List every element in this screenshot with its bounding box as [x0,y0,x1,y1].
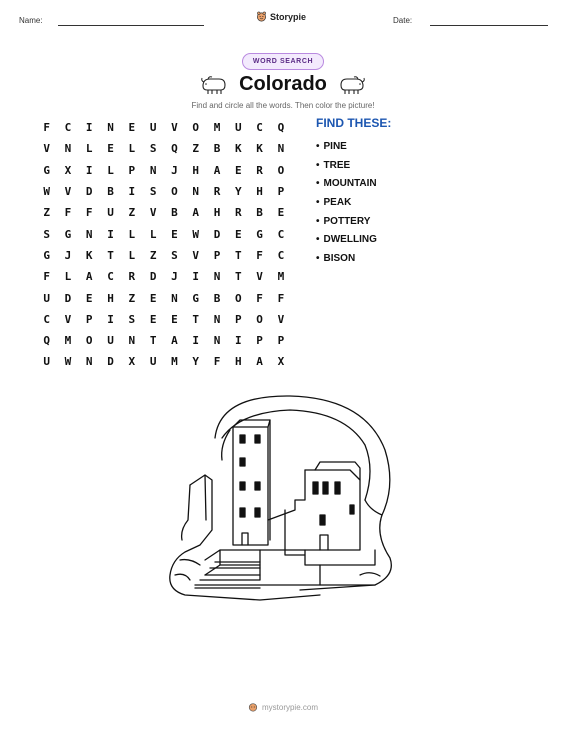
bison-right-icon [338,74,366,96]
header-row [0,8,566,32]
grid-cell[interactable]: K [235,142,242,156]
grid-cell[interactable]: M [213,121,221,135]
grid-cell[interactable]: Y [192,355,200,369]
word-text: PEAK [323,196,352,208]
grid-cell[interactable]: P [213,248,221,262]
grid-cell[interactable]: P [256,334,263,348]
grid-cell[interactable]: O [256,312,263,326]
date-label: Date: [393,16,413,25]
grid-cell[interactable]: L [128,227,136,241]
grid-cell[interactable]: L [107,163,114,177]
bullet: • [316,140,320,152]
grid-cell[interactable]: O [171,185,178,199]
grid-cell[interactable]: I [85,163,93,177]
grid-cell[interactable]: O [235,291,242,305]
grid-cell[interactable]: G [43,163,50,177]
grid-cell[interactable]: F [64,206,72,220]
grid-cell[interactable]: E [149,312,157,326]
grid-cell[interactable]: N [85,227,93,241]
grid-cell[interactable]: I [107,312,114,326]
grid-cell[interactable]: P [277,334,285,348]
grid-cell[interactable]: S [43,227,50,241]
grid-cell[interactable]: W [64,355,72,369]
grid-cell[interactable]: L [128,248,136,262]
grid-cell[interactable]: W [43,185,50,199]
grid-cell[interactable]: U [149,121,157,135]
word-list-item [316,174,377,193]
word-list-item [316,156,377,175]
grid-cell[interactable]: C [43,312,50,326]
word-search-badge: WORD SEARCH [242,53,324,70]
brand-name: Storypie [270,11,307,22]
grid-cell[interactable]: G [43,248,50,262]
grid-cell[interactable]: B [213,291,221,305]
grid-cell[interactable]: N [149,163,157,177]
grid-cell[interactable]: P [128,163,136,177]
grid-cell[interactable]: E [149,291,157,305]
grid-cell[interactable]: J [64,248,72,262]
grid-cell[interactable]: F [85,206,93,220]
grid-cell[interactable]: E [128,121,136,135]
grid-cell[interactable]: F [213,355,221,369]
grid-cell[interactable]: A [256,355,263,369]
grid-cell[interactable]: Q [277,121,285,135]
grid-cell[interactable]: N [213,312,221,326]
cliff-dwelling-illustration [160,390,410,610]
grid-cell[interactable]: D [107,355,114,369]
grid-cell[interactable]: S [149,142,157,156]
grid-cell[interactable]: B [256,206,263,220]
word-search-grid [36,117,292,373]
grid-cell[interactable]: U [149,355,157,369]
grid-cell[interactable]: I [128,185,136,199]
word-list-item [316,137,377,156]
grid-cell[interactable]: V [192,248,200,262]
grid-cell[interactable]: H [235,355,242,369]
instructions: Find and circle all the words. Then color the picture! [191,101,375,110]
word-list-item [316,193,377,212]
grid-cell[interactable]: N [213,270,221,284]
bullet: • [316,215,320,227]
grid-cell[interactable]: T [107,248,114,262]
grid-cell[interactable]: T [235,270,242,284]
grid-cell[interactable]: L [85,142,93,156]
grid-cell[interactable]: D [85,185,93,199]
grid-cell[interactable]: V [149,206,157,220]
grid-cell[interactable]: I [192,334,200,348]
grid-cell[interactable]: N [64,142,72,156]
footer [0,702,566,712]
grid-cell[interactable]: A [192,206,200,220]
grid-cell[interactable]: E [85,291,93,305]
grid-cell[interactable]: P [235,312,242,326]
word-text: POTTERY [323,215,371,227]
grid-cell[interactable]: H [213,206,221,220]
grid-cell[interactable]: S [149,185,157,199]
grid-cell[interactable]: L [149,227,157,241]
grid-cell[interactable]: U [235,121,242,135]
grid-cell[interactable]: N [107,121,114,135]
grid-cell[interactable]: V [171,121,178,135]
grid-cell[interactable]: A [85,270,93,284]
date-line [430,25,548,26]
grid-cell[interactable]: K [256,142,263,156]
storypie-logo-icon [256,11,267,22]
grid-cell[interactable]: Z [128,206,136,220]
grid-cell[interactable]: T [149,334,157,348]
grid-cell[interactable]: Q [171,142,178,156]
grid-cell[interactable]: V [64,185,72,199]
grid-cell[interactable]: W [192,227,200,241]
grid-cell[interactable]: Z [128,291,136,305]
bullet: • [316,234,320,246]
grid-cell[interactable]: G [256,227,263,241]
grid-cell[interactable]: V [256,270,263,284]
grid-cell[interactable]: P [277,185,285,199]
grid-cell[interactable]: O [85,334,93,348]
grid-cell[interactable]: N [171,291,178,305]
grid-cell[interactable]: E [171,227,178,241]
grid-cell[interactable]: G [192,291,200,305]
grid-cell[interactable]: A [213,163,221,177]
grid-cell[interactable]: P [85,312,93,326]
word-text: BISON [323,252,356,264]
grid-cell[interactable]: U [107,206,114,220]
grid-cell[interactable]: Z [149,248,157,262]
grid-cell[interactable]: D [64,291,72,305]
grid-cell[interactable]: I [85,121,93,135]
grid-cell[interactable]: L [128,142,136,156]
grid-cell[interactable]: I [107,227,114,241]
grid-cell[interactable]: E [235,227,242,241]
grid-cell[interactable]: M [64,334,72,348]
grid-cell[interactable]: R [256,163,263,177]
grid-cell[interactable]: N [192,185,200,199]
grid-cell[interactable]: O [277,163,285,177]
grid-cell[interactable]: Z [192,142,200,156]
grid-cell[interactable]: F [43,121,50,135]
word-text: PINE [323,140,347,152]
grid-cell[interactable]: N [85,355,93,369]
find-these-heading: FIND THESE: [316,116,392,130]
grid-cell[interactable]: X [64,163,72,177]
footer-url: mystorypie.com [261,702,318,712]
grid-cell[interactable]: F [43,270,50,284]
grid-cell[interactable]: E [235,163,242,177]
grid-cell[interactable]: I [235,334,242,348]
grid-cell[interactable]: O [192,121,200,135]
grid-cell[interactable]: C [64,121,72,135]
grid-cell[interactable]: T [235,248,242,262]
grid-cell[interactable]: X [128,355,136,369]
grid-cell[interactable]: C [107,270,114,284]
grid-cell[interactable]: B [107,185,114,199]
word-text: MOUNTAIN [323,178,377,190]
word-list [316,137,377,268]
bullet: • [316,252,320,264]
grid-cell[interactable]: A [171,334,178,348]
grid-cell[interactable]: H [192,163,200,177]
grid-cell[interactable]: N [277,142,285,156]
grid-cell[interactable]: R [128,270,136,284]
grid-cell[interactable]: N [213,334,221,348]
word-text: TREE [323,159,351,171]
grid-cell[interactable]: L [64,270,72,284]
grid-cell[interactable]: C [277,248,285,262]
grid-cell[interactable]: X [277,355,285,369]
bullet: • [316,196,320,208]
grid-cell[interactable]: J [171,270,178,284]
grid-cell[interactable]: R [213,185,221,199]
storypie-footer-icon [248,702,258,712]
grid-cell[interactable]: V [43,142,50,156]
grid-cell[interactable]: K [85,248,93,262]
grid-cell[interactable]: T [192,312,200,326]
word-list-item [316,212,377,231]
bullet: • [316,159,320,171]
grid-cell[interactable]: E [277,206,285,220]
grid-cell[interactable]: H [256,185,263,199]
grid-cell[interactable]: U [43,291,50,305]
grid-cell[interactable]: H [107,291,114,305]
grid-cell[interactable]: M [277,270,285,284]
grid-cell[interactable]: G [64,227,72,241]
grid-cell[interactable]: F [256,248,263,262]
grid-cell[interactable]: S [171,248,178,262]
grid-cell[interactable]: D [149,270,157,284]
grid-cell[interactable]: C [256,121,263,135]
grid-cell[interactable]: Q [43,334,50,348]
grid-cell[interactable]: Y [235,185,242,199]
grid-cell[interactable]: R [235,206,242,220]
grid-cell[interactable]: F [256,291,263,305]
name-label: Name: [19,16,43,25]
grid-cell[interactable]: B [213,142,221,156]
grid-cell[interactable]: J [171,163,178,177]
grid-cell[interactable]: E [107,142,114,156]
grid-cell[interactable]: M [171,355,178,369]
grid-cell[interactable]: F [277,291,285,305]
name-line [58,25,204,26]
word-list-item [316,249,377,268]
brand [256,11,306,22]
grid-cell[interactable]: V [64,312,72,326]
grid-cell[interactable]: U [43,355,50,369]
word-text: DWELLING [323,234,377,246]
grid-cell[interactable]: D [213,227,221,241]
grid-cell[interactable]: N [128,334,136,348]
bullet: • [316,178,320,190]
grid-cell[interactable]: U [107,334,114,348]
grid-cell[interactable]: S [128,312,136,326]
page-title: Colorado [239,73,327,95]
grid-cell[interactable]: B [171,206,178,220]
grid-cell[interactable]: C [277,227,285,241]
grid-cell[interactable]: E [171,312,178,326]
word-list-item [316,230,377,249]
grid-cell[interactable]: I [192,270,200,284]
grid-cell[interactable]: V [277,312,285,326]
grid-cell[interactable]: Z [43,206,50,220]
